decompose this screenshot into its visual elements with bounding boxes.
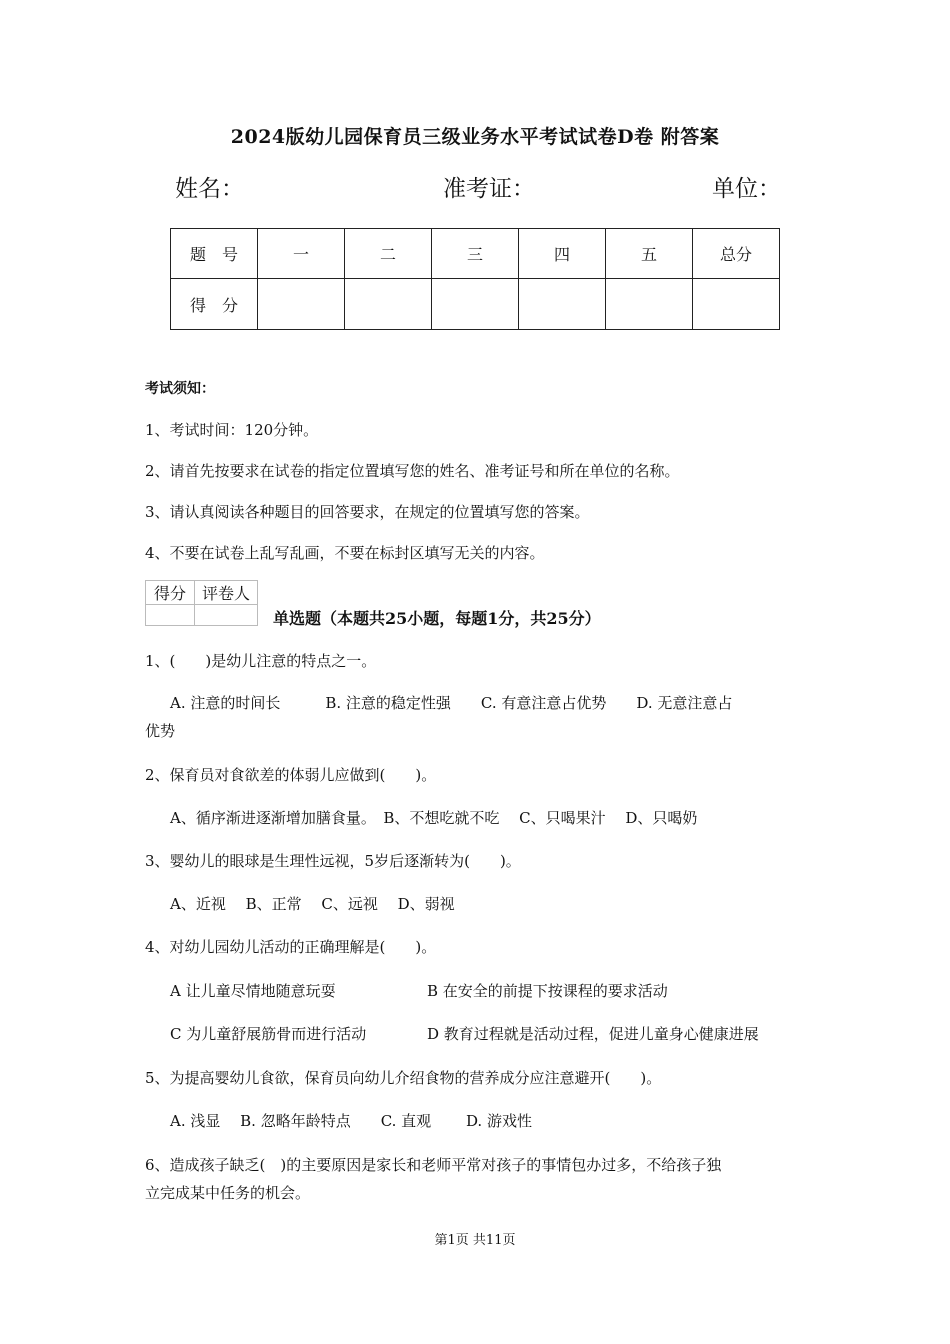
question-options: A. 浅显 B. 忽略年龄特点 C. 直观 D. 游戏性 [170, 1112, 532, 1130]
grader-box [145, 580, 258, 626]
score-table-header: 一 [258, 229, 345, 279]
score-table-score-row [171, 279, 780, 330]
grader-reviewer-label: 评卷人 [195, 581, 258, 605]
grader-reviewer-cell[interactable] [195, 605, 258, 626]
score-cell[interactable] [519, 279, 606, 330]
score-table-header: 题 号 [171, 229, 258, 279]
notice-item: 3、请认真阅读各种题目的回答要求，在规定的位置填写您的答案。 [145, 503, 590, 521]
score-table [170, 228, 780, 330]
page-title: 2024版幼儿园保育员三级业务水平考试试卷D卷 附答案 [230, 126, 720, 148]
exam-id-label: 准考证： [443, 176, 535, 202]
notice-item: 2、请首先按要求在试卷的指定位置填写您的姓名、准考证号和所在单位的名称。 [145, 462, 680, 480]
score-cell[interactable] [432, 279, 519, 330]
question-option-c: C 为儿童舒展筋骨而进行活动 [170, 1025, 367, 1043]
score-table-header-row [171, 229, 780, 279]
question-stem: 立完成某中任务的机会。 [145, 1184, 311, 1202]
question-stem: 6、造成孩子缺乏( )的主要原因是家长和老师平常对孩子的事情包办过多，不给孩子独 [145, 1156, 722, 1174]
question-options: A、近视 B、正常 C、远视 D、弱视 [170, 895, 455, 913]
question-stem: 3、婴幼儿的眼球是生理性远视，5岁后逐渐转为( )。 [145, 852, 521, 870]
score-row-label: 得 分 [171, 279, 258, 330]
notice-item: 4、不要在试卷上乱写乱画，不要在标封区填写无关的内容。 [145, 544, 545, 562]
score-table-header: 四 [519, 229, 606, 279]
question-options: A. 注意的时间长 B. 注意的稳定性强 C. 有意注意占优势 D. 无意注意占 [170, 694, 733, 712]
grader-score-cell[interactable] [146, 605, 195, 626]
question-stem: 2、保育员对食欲差的体弱儿应做到( )。 [145, 766, 437, 784]
question-stem: 4、对幼儿园幼儿活动的正确理解是( )。 [145, 938, 437, 956]
score-table-header: 总分 [693, 229, 780, 279]
score-table-header: 三 [432, 229, 519, 279]
question-option-d: D 教育过程就是活动过程，促进儿童身心健康进展 [427, 1025, 759, 1043]
grader-score-label: 得分 [146, 581, 195, 605]
notice-heading: 考试须知： [145, 381, 215, 397]
score-cell[interactable] [606, 279, 693, 330]
question-stem: 1、( )是幼儿注意的特点之一。 [145, 652, 377, 670]
name-label: 姓名： [175, 176, 244, 202]
unit-label: 单位： [712, 176, 781, 202]
page-footer: 第1页 共11页 [434, 1233, 516, 1248]
section-title: 单选题（本题共25小题，每题1分，共25分） [273, 609, 601, 628]
question-option-b: B 在安全的前提下按课程的要求活动 [427, 982, 668, 1000]
notice-item: 1、考试时间：120分钟。 [145, 421, 319, 439]
score-cell[interactable] [258, 279, 345, 330]
question-option-a: A 让儿童尽情地随意玩耍 [170, 982, 336, 1000]
score-table-header: 五 [606, 229, 693, 279]
question-options: A、循序渐进逐渐增加膳食量。 B、不想吃就不吃 C、只喝果汁 D、只喝奶 [170, 809, 698, 827]
score-table-header: 二 [345, 229, 432, 279]
score-cell[interactable] [693, 279, 780, 330]
question-stem: 5、为提高婴幼儿食欲，保育员向幼儿介绍食物的营养成分应注意避开( )。 [145, 1069, 662, 1087]
score-cell[interactable] [345, 279, 432, 330]
question-options: 优势 [145, 722, 176, 740]
